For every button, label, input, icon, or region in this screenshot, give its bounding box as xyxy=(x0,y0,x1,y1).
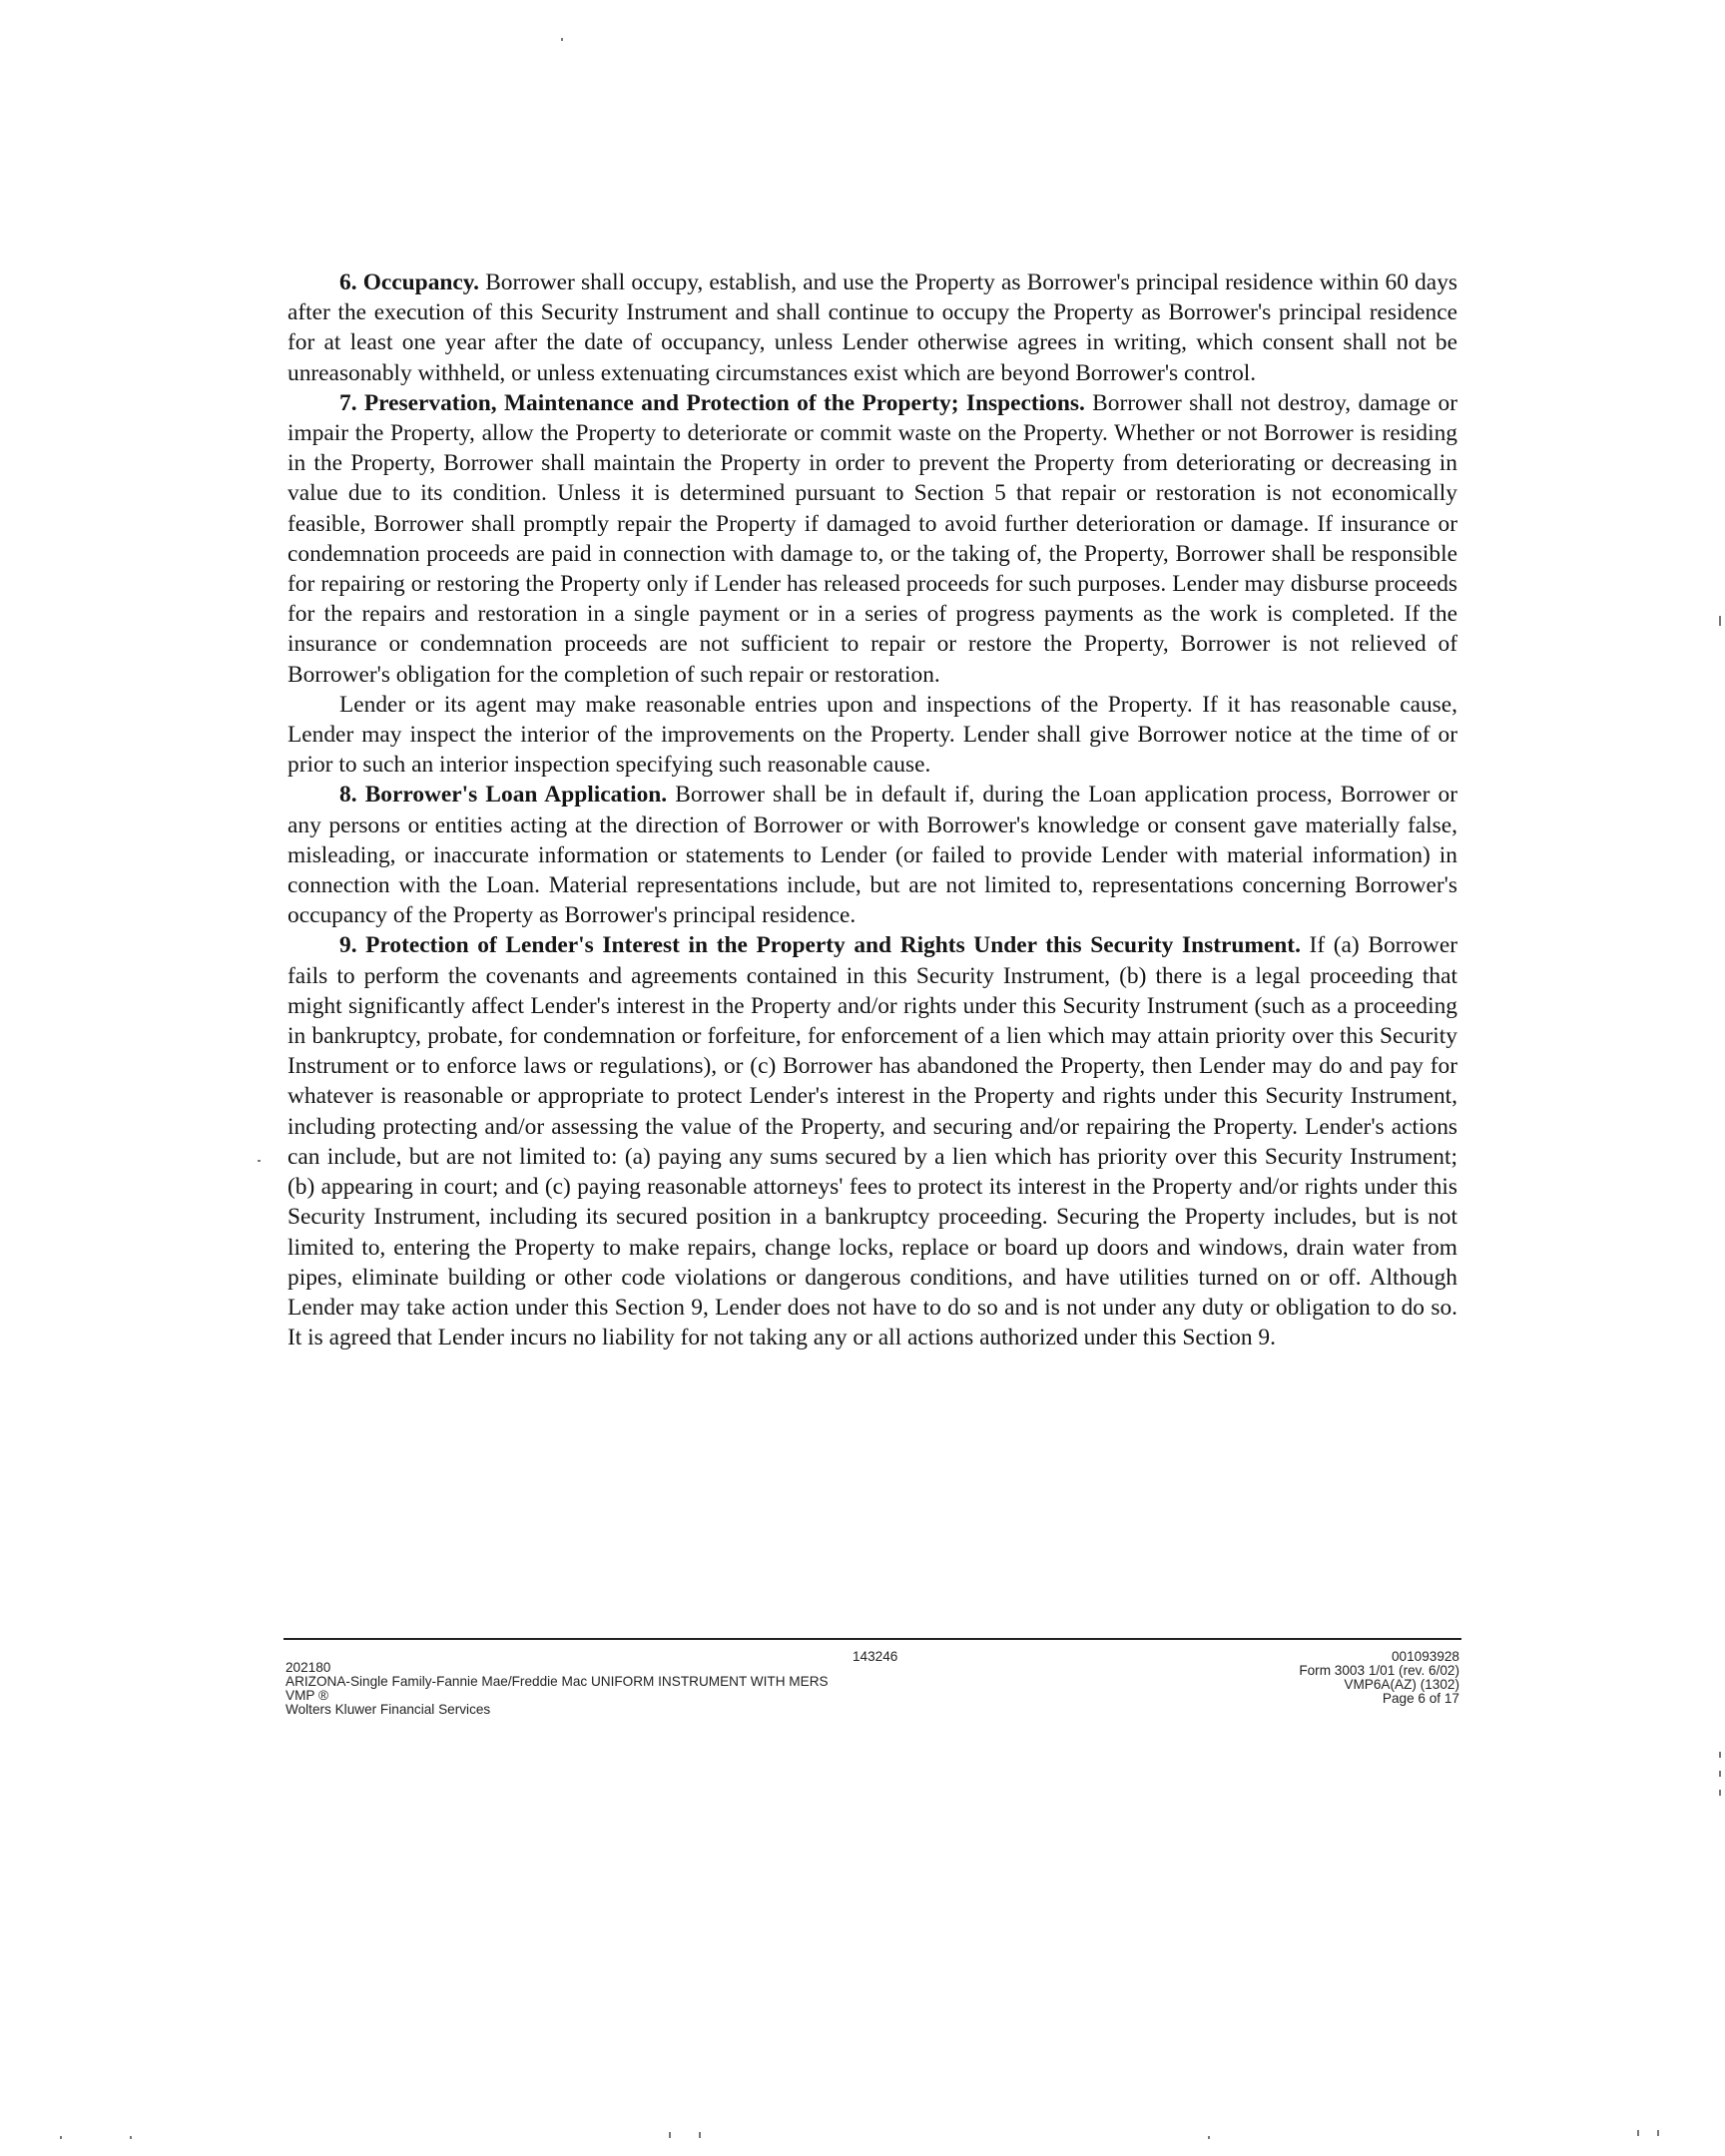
scan-speck xyxy=(1208,2136,1210,2139)
scan-speck xyxy=(1657,2130,1659,2136)
scan-speck xyxy=(1719,616,1721,626)
scan-speck xyxy=(60,2136,62,2139)
footer-form-title: ARIZONA-Single Family-Fannie Mae/Freddie Mac UNIFORM INSTRUMENT WITH MERS xyxy=(286,1674,829,1689)
scan-speck xyxy=(1719,1790,1721,1796)
scan-speck xyxy=(1637,2130,1639,2136)
scan-speck xyxy=(1719,1752,1721,1758)
footer-loan-number: 001093928 xyxy=(1391,1649,1459,1664)
section-7-inspections-text: Lender or its agent may make reasonable entries upon and inspections of the Property. If it has reasonable cause, Lender may inspect the interior of the improvements on the Property. Lender shall give Borrower notice at the time of or prior to such an interior inspection specifying such reasonable cause. xyxy=(288,691,1457,779)
section-7-text: Borrower shall not destroy, damage or impair the Property, allow the Property to deteriorate or commit waste on the Property. Whether or not Borrower is residing in the Property, Borrower shall maintain the Property in order to prevent the Property from deteriorating or decreasing in value due to its condition. Unless it is determined pursuant to Section 5 that repair or restoration is not economically feasible, Borrower shall promptly repair the Property if damaged to avoid further deterioration or damage. If insurance or condemnation proceeds are paid in connection with damage to, or the taking of, the Property, Borrower shall be responsible for repairing or restoring the Property only if Lender has released proceeds for such purposes. Lender may disburse proceeds for the repairs and restoration in a single payment or in a series of progress payments as the work is completed. If the insurance or condemnation proceeds are not sufficient to repair or restore the Property, Borrower is not relieved of Borrower's obligation for the completion of such repair or restoration. xyxy=(288,389,1458,688)
footer-right-block xyxy=(1299,1650,1459,1706)
footer-vmp-mark: VMP ® xyxy=(286,1688,329,1703)
section-6-text: Borrower shall occupy, establish, and use the Property as Borrower's principal residence within 60 days after the execution of this Security Instrument and shall continue to occupy the Property as Borrower's principal residence for at least one year after the date of occupancy, unless Lender otherwise agrees in writing, which consent shall not be unreasonably withheld, or unless extenuating circumstances exist which are beyond Borrower's control. xyxy=(288,270,1457,386)
section-9-protection xyxy=(288,930,1457,1352)
footer-form-revision: Form 3003 1/01 (rev. 6/02) xyxy=(1299,1663,1459,1678)
scan-speck xyxy=(130,2136,132,2139)
scan-speck xyxy=(561,38,563,41)
section-8-heading: 8. Borrower's Loan Application. xyxy=(339,782,668,808)
footer-page-number: Page 6 of 17 xyxy=(1382,1691,1459,1706)
footer-vmp-code: VMP6A(AZ) (1302) xyxy=(1344,1677,1459,1692)
section-7-heading: 7. Preservation, Maintenance and Protection of the Property; Inspections. xyxy=(339,389,1085,416)
section-9-text: If (a) Borrower fails to perform the covenants and agreements contained in this Security Instrument, (b) there is a legal proceeding that might significantly affect Lender's interest in the Property and/or rights under this Security Instrument (such as a proceeding in bankruptcy, probate, for condemnation or forfeiture, for enforcement of a lien which may attain priority over this Security Instrument or to enforce laws or regulations), or (c) Borrower has abandoned the Property, then Lender may do and pay for whatever is reasonable or appropriate to protect Lender's interest in the Property and rights under this Security Instrument, including protecting and/or assessing the value of the Property, and securing and/or repairing the Property. Lender's actions can include, but are not limited to: (a) paying any sums secured by a lien which has priority over this Security Instrument; (b) appearing in court; and (c) paying reasonable attorneys' fees to protect its interest in the Property and/or rights under this Security Instrument, including its secured position in a bankruptcy proceeding. Securing the Property includes, but is not limited to, entering the Property to make repairs, change locks, replace or board up doors and windows, drain water from pipes, eliminate building or other code violations or dangerous conditions, and have utilities turned on or off. Although Lender may take action under this Section 9, Lender does not have to do so and is not under any duty or obligation to do so. It is agreed that Lender incurs no liability for not taking any or all actions authorized under this Section 9. xyxy=(288,932,1457,1351)
section-7-preservation xyxy=(288,388,1457,690)
scan-speck xyxy=(258,1160,261,1162)
scan-speck xyxy=(699,2132,701,2138)
scan-speck xyxy=(669,2132,671,2138)
section-7-inspections-paragraph xyxy=(288,690,1457,781)
scan-speck xyxy=(1719,1771,1721,1777)
section-6-heading: 6. Occupancy. xyxy=(339,270,480,295)
form-footer xyxy=(286,1650,1459,1730)
document-body xyxy=(288,268,1457,1352)
section-9-heading: 9. Protection of Lender's Interest in the Property and Rights Under this Security Instrument. xyxy=(339,932,1301,959)
footer-publisher: Wolters Kluwer Financial Services xyxy=(286,1702,491,1717)
footer-form-number: 202180 xyxy=(286,1660,331,1675)
section-8-loan-application xyxy=(288,780,1457,930)
footer-divider xyxy=(284,1638,1461,1640)
footer-center-code: 143246 xyxy=(853,1649,898,1664)
section-8-text: Borrower shall be in default if, during the Loan application process, Borrower or any persons or entities acting at the direction of Borrower or with Borrower's knowledge or consent gave materially false, misleading, or inaccurate information or statements to Lender (or failed to provide Lender with material information) in connection with the Loan. Material representations include, but are not limited to, representations concerning Borrower's occupancy of the Property as Borrower's principal residence. xyxy=(288,782,1457,929)
footer-left-block xyxy=(286,1661,1044,1717)
section-6-occupancy xyxy=(288,268,1457,388)
